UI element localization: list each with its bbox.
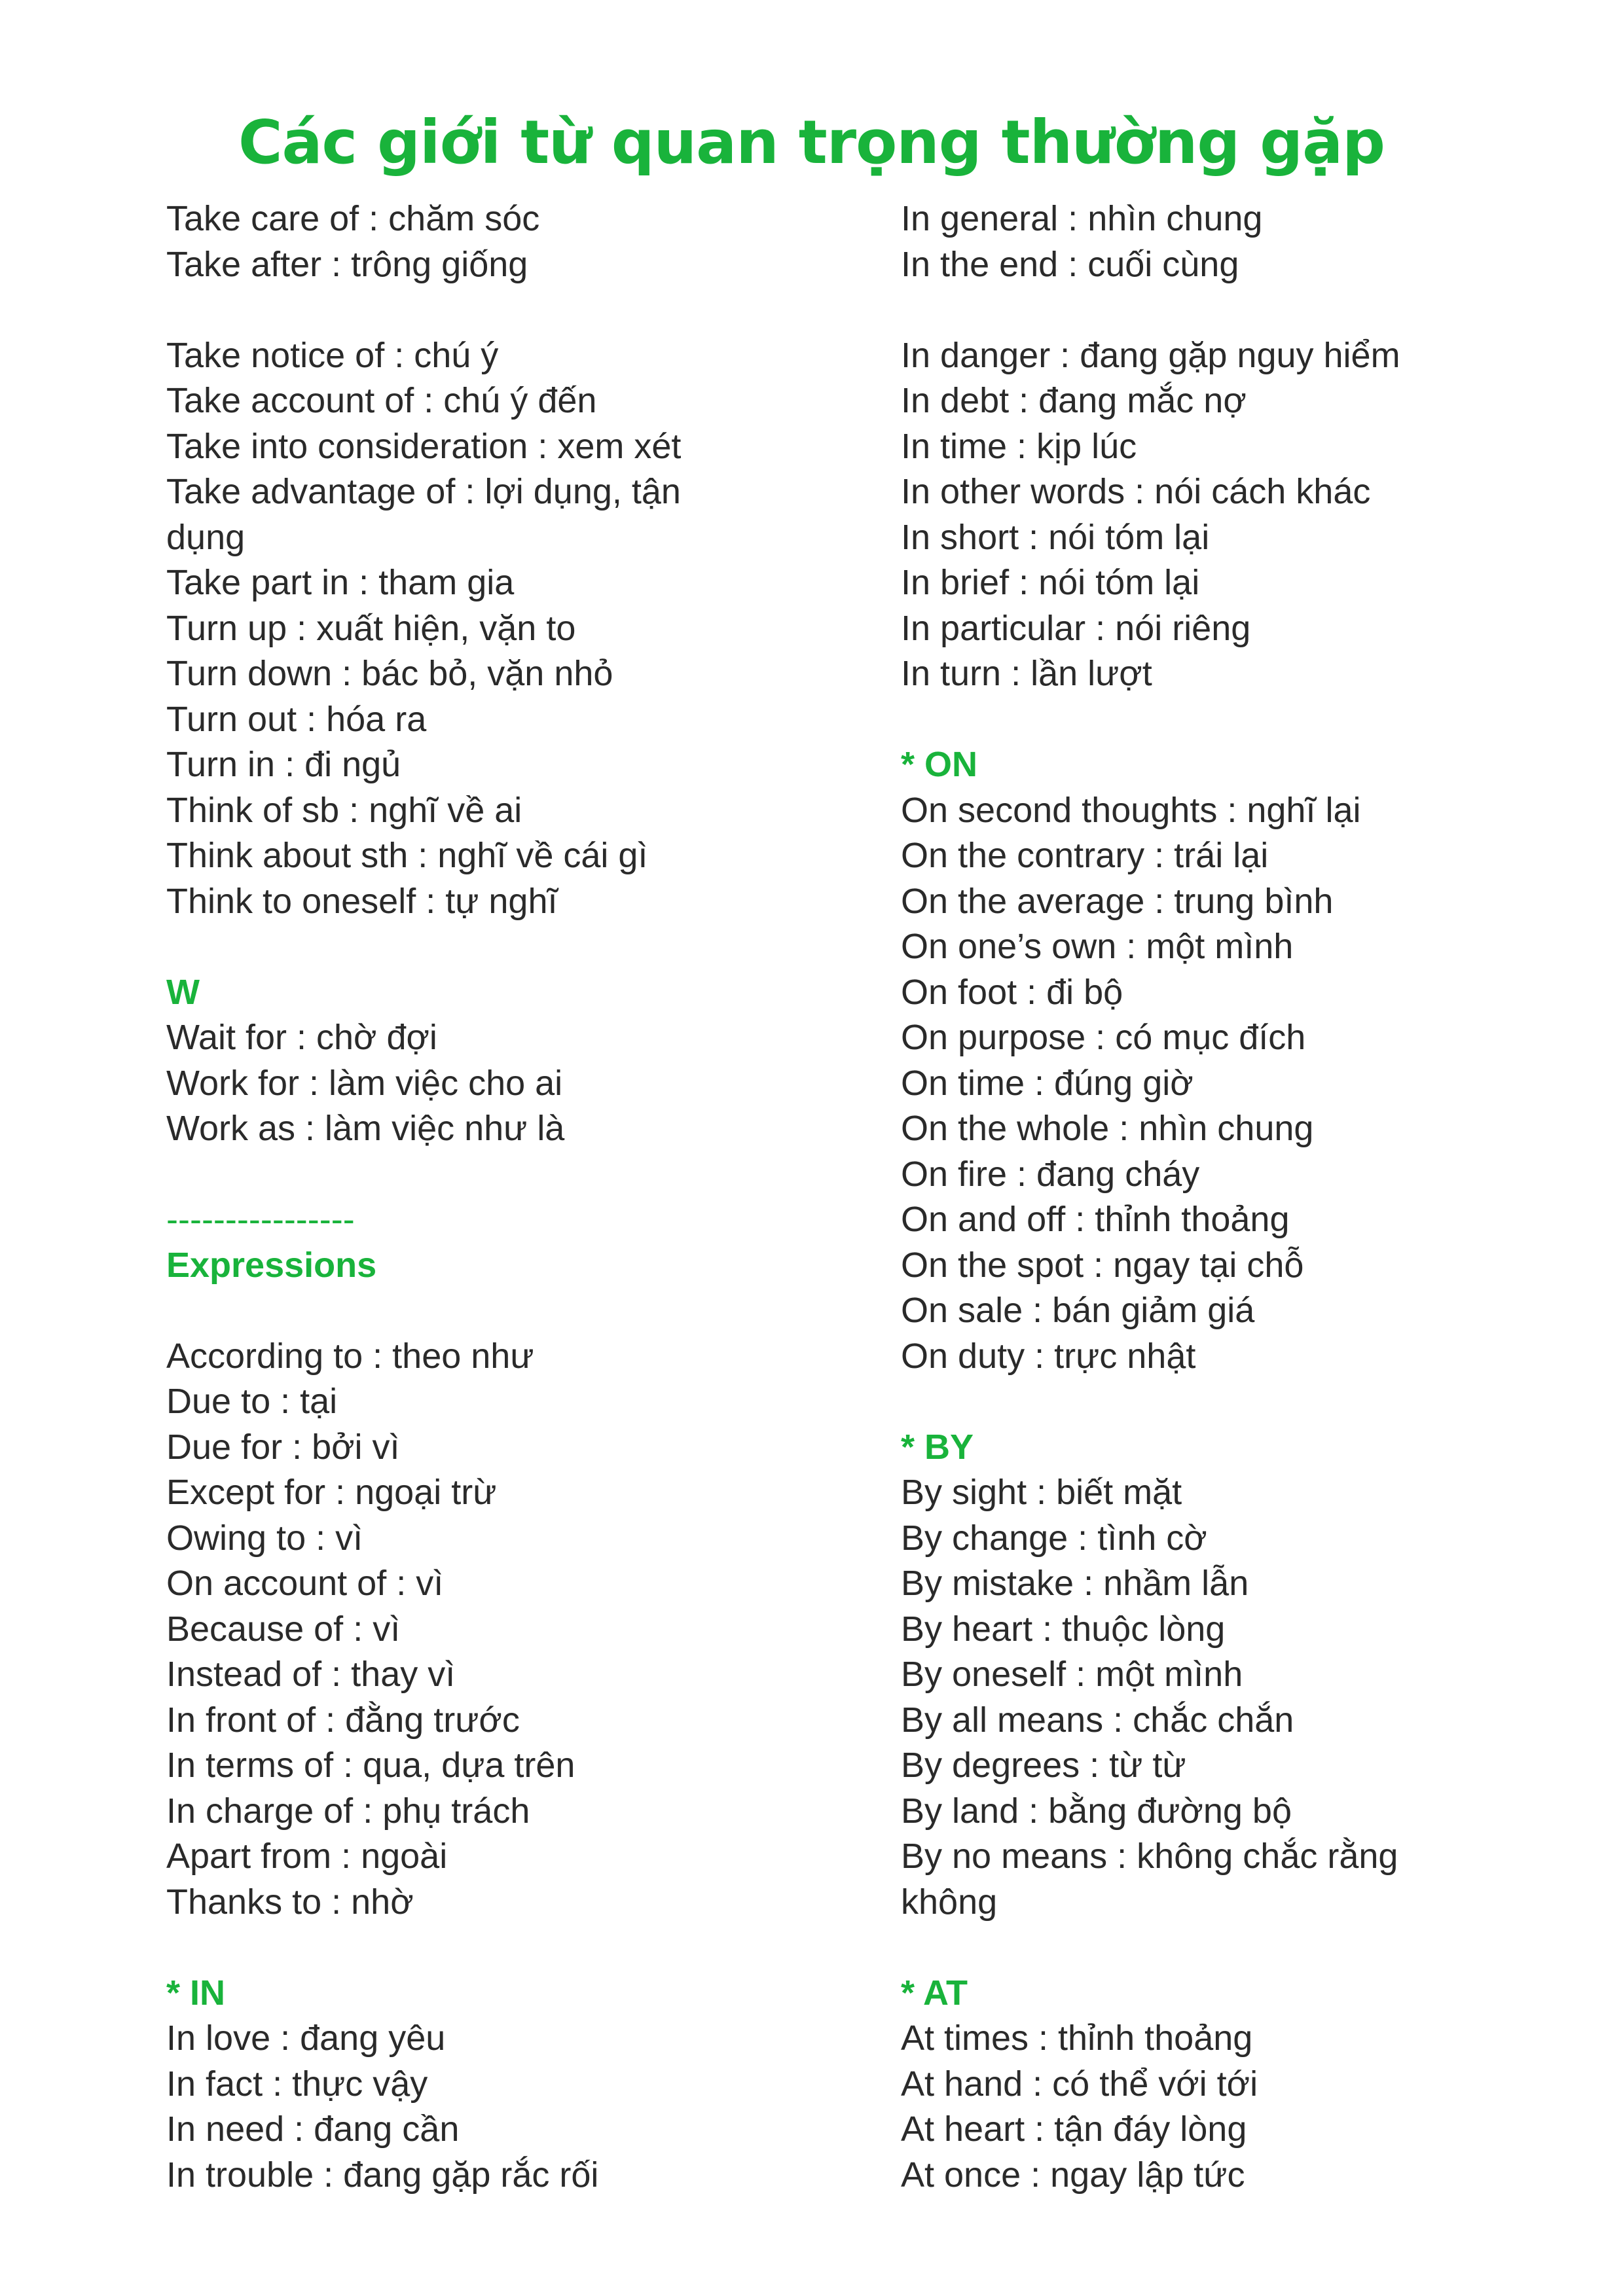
right-column	[901, 196, 1556, 2198]
phrase-entry: Think of sb : nghĩ về ai	[166, 790, 522, 830]
phrase-entry: In terms of : qua, dựa trên	[166, 1746, 575, 1785]
spacer	[166, 924, 821, 970]
phrase-entry: On fire : đang cháy	[901, 1154, 1200, 1194]
phrase-entry: By sight : biết mặt	[901, 1473, 1182, 1512]
phrase-entry: In debt : đang mắc nợ	[901, 381, 1247, 420]
phrase-entry: Thanks to : nhờ	[166, 1882, 414, 1922]
phrase-entry: Think about sth : nghĩ về cái gì	[166, 836, 648, 875]
phrase-entry: Apart from : ngoài	[166, 1837, 448, 1876]
phrase-entry: On purpose : có mục đích	[901, 1018, 1306, 1057]
phrase-entry: In need : đang cần	[166, 2109, 460, 2149]
phrase-entry: By land : bằng đường bộ	[901, 1791, 1292, 1831]
phrase-entry: At heart : tận đáy lòng	[901, 2109, 1247, 2149]
phrase-entry: On the whole : nhìn chung	[901, 1109, 1314, 1148]
phrase-entry: In danger : đang gặp nguy hiểm	[901, 335, 1400, 375]
phrase-entry: On and off : thỉnh thoảng	[901, 1200, 1290, 1239]
phrase-entry: In short : nói tóm lại	[901, 517, 1210, 557]
phrase-entry: On duty : trực nhật	[901, 1336, 1196, 1376]
phrase-entry: On account of : vì	[166, 1564, 444, 1603]
phrase-entry: According to : theo như	[166, 1336, 534, 1376]
spacer	[901, 1925, 1556, 1971]
phrase-entry: In fact : thực vậy	[166, 2064, 428, 2104]
phrase-entry: On the spot : ngay tại chỗ	[901, 1245, 1304, 1285]
section-heading: * BY	[901, 1427, 974, 1467]
phrase-entry: Instead of : thay vì	[166, 1655, 456, 1694]
phrase-entry: On the average : trung bình	[901, 881, 1334, 921]
spacer	[166, 287, 821, 333]
phrase-entry: Take part in : tham gia	[166, 563, 515, 602]
phrase-entry: Due to : tại	[166, 1382, 338, 1421]
phrase-entry: In front of : đằng trước	[166, 1700, 520, 1740]
phrase-entry: On one’s own : một mình	[901, 927, 1294, 966]
section-heading: * AT	[901, 1973, 968, 2013]
phrase-entry: By heart : thuộc lòng	[901, 1609, 1226, 1649]
phrase-entry: In charge of : phụ trách	[166, 1791, 530, 1831]
section-heading: * ON	[901, 745, 978, 784]
section-heading: * IN	[166, 1973, 226, 2013]
phrase-entry: Turn in : đi ngủ	[166, 745, 401, 784]
phrase-entry: On sale : bán giảm giá	[901, 1291, 1255, 1330]
spacer	[901, 697, 1556, 743]
phrase-entry: Except for : ngoại trừ	[166, 1473, 497, 1512]
phrase-entry: Take notice of : chú ý	[166, 335, 499, 375]
phrase-entry: Turn up : xuất hiện, vặn to	[166, 608, 576, 648]
phrase-entry: At once : ngay lập tức	[901, 2155, 1245, 2195]
phrase-entry: At times : thỉnh thoảng	[901, 2018, 1253, 2058]
phrase-entry: Work for : làm việc cho ai	[166, 1063, 563, 1103]
phrase-entry: dụng	[166, 517, 246, 557]
spacer	[166, 1288, 821, 1334]
phrase-entry: Take into consideration : xem xét	[166, 426, 682, 466]
phrase-entry: Turn out : hóa ra	[166, 699, 427, 739]
phrase-entry: Turn down : bác bỏ, vặn nhỏ	[166, 654, 613, 693]
phrase-entry: On second thoughts : nghĩ lại	[901, 790, 1361, 830]
phrase-entry: By mistake : nhầm lẫn	[901, 1564, 1249, 1603]
phrase-entry: In the end : cuối cùng	[901, 244, 1239, 284]
section-heading: W	[166, 972, 200, 1012]
phrase-entry: In particular : nói riêng	[901, 608, 1251, 648]
phrase-entry: On time : đúng giờ	[901, 1063, 1194, 1103]
phrase-entry: By no means : không chắc rằng	[901, 1837, 1398, 1876]
spacer	[166, 1152, 821, 1198]
page-title: Các giới từ quan trọng thường gặp	[238, 107, 1385, 177]
phrase-entry: By degrees : từ từ	[901, 1746, 1186, 1785]
phrase-entry: Take care of : chăm sóc	[166, 199, 540, 238]
phrase-entry: By change : tình cờ	[901, 1518, 1207, 1558]
phrase-entry: Due for : bởi vì	[166, 1427, 400, 1467]
spacer	[166, 1925, 821, 1971]
phrase-entry: Take account of : chú ý đến	[166, 381, 597, 420]
phrase-entry: On foot : đi bộ	[901, 972, 1123, 1012]
spacer	[901, 1379, 1556, 1425]
phrase-entry: On the contrary : trái lại	[901, 836, 1269, 875]
phrase-entry: By oneself : một mình	[901, 1655, 1243, 1694]
phrase-entry: Think to oneself : tự nghĩ	[166, 881, 558, 921]
phrase-entry: By all means : chắc chắn	[901, 1700, 1294, 1740]
left-column	[166, 196, 821, 2198]
phrase-entry: Work as : làm việc như là	[166, 1109, 565, 1148]
phrase-entry: In other words : nói cách khác	[901, 472, 1371, 511]
phrase-entry: In time : kịp lúc	[901, 426, 1137, 466]
phrase-entry: Take after : trông giống	[166, 244, 528, 284]
phrase-entry: At hand : có thể với tới	[901, 2064, 1258, 2104]
phrase-entry: không	[901, 1882, 998, 1922]
phrase-entry: In trouble : đang gặp rắc rối	[166, 2155, 599, 2195]
phrase-entry: In love : đang yêu	[166, 2018, 446, 2058]
section-heading: Expressions	[166, 1245, 377, 1285]
phrase-entry: In brief : nói tóm lại	[901, 563, 1200, 602]
section-divider: ----------------	[166, 1200, 355, 1239]
phrase-entry: Owing to : vì	[166, 1518, 363, 1558]
phrase-entry: In general : nhìn chung	[901, 199, 1263, 238]
spacer	[901, 287, 1556, 333]
phrase-entry: Take advantage of : lợi dụng, tận	[166, 472, 681, 511]
phrase-entry: In turn : lần lượt	[901, 654, 1152, 693]
phrase-entry: Because of : vì	[166, 1609, 401, 1649]
phrase-entry: Wait for : chờ đợi	[166, 1018, 437, 1057]
